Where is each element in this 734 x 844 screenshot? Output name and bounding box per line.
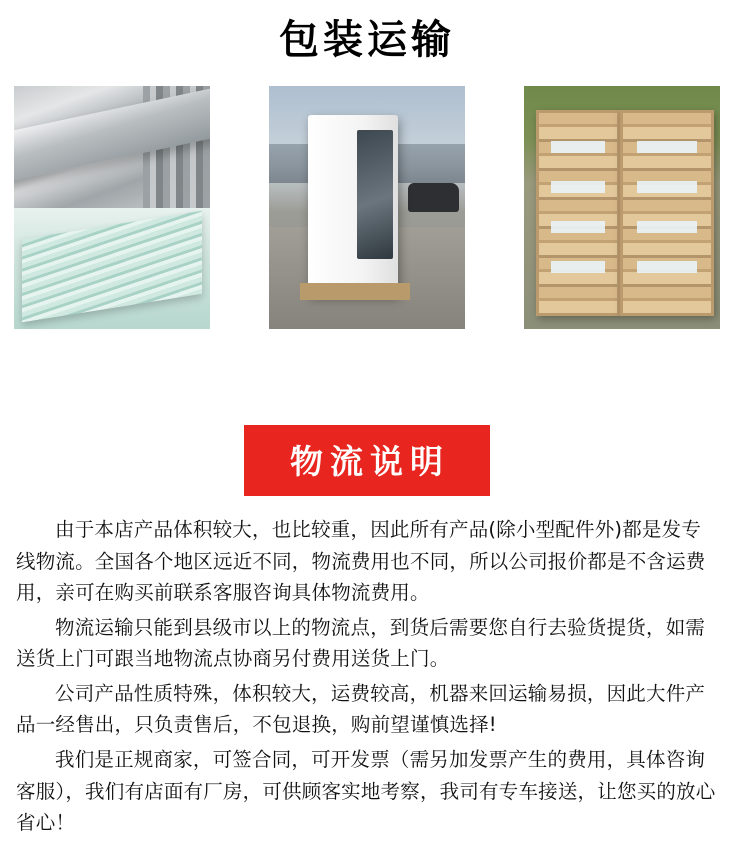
paragraph: 我们是正规商家，可签合同，可开发票（需另加发票产生的费用，具体咨询客服），我们有店面有厂房，可供顾客实地考察，我司有专车接送，让您买的放心省心！: [16, 748, 716, 835]
page-title: 包装运输: [279, 17, 455, 63]
paragraph: 由于本店产品体积较大，也比较重，因此所有产品(除小型配件外)都是发专线物流。全国各个地区远近不同，物流费用也不同，所以公司报价都是不含运费用，亲可在购买前联系客服咨询具体物流费用。: [16, 518, 706, 605]
tempered-glass-photo: [14, 208, 210, 330]
gallery-image-wooden-crate-packing: [524, 86, 720, 329]
steel-tube-bundle: [143, 86, 210, 208]
cabin-glass-door: [357, 130, 393, 259]
paragraph: 公司产品性质特殊，体积较大，运费较高，机器来回运输易损，因此大件产品一经售出，只负责售后，不包退换，购前望谨慎选择!: [16, 681, 706, 737]
gallery-image-galvanized-steel-and-tempered-glass: [14, 86, 210, 329]
white-cabin-unit: [308, 115, 398, 295]
wooden-pallet: [300, 283, 410, 300]
crate-panel: [637, 221, 697, 233]
crate-panel: [551, 141, 604, 153]
crate-panel: [551, 181, 604, 193]
wooden-crate-left: [536, 110, 620, 315]
image-gallery: [0, 64, 734, 329]
crate-panel: [551, 221, 604, 233]
gallery-image-white-mobile-cabin-on-pallet: [269, 86, 465, 329]
paragraph: 物流运输只能到县级市以上的物流点，到货后需要您自行去验货提货，如需送货上门可跟当地物流点协商另付费用送货上门。: [16, 615, 706, 671]
wooden-crate-right: [620, 110, 714, 315]
steel-sheet-photo: [14, 86, 210, 208]
logistics-banner-container: [0, 425, 734, 496]
parked-car: [408, 183, 459, 212]
glass-stack: [22, 210, 202, 321]
crate-panel: [637, 261, 697, 273]
logistics-description: [0, 496, 734, 839]
logistics-banner: 物流说明: [244, 425, 490, 496]
crate-panel: [551, 261, 604, 273]
crate-panel: [637, 141, 697, 153]
crate-panel: [637, 181, 697, 193]
